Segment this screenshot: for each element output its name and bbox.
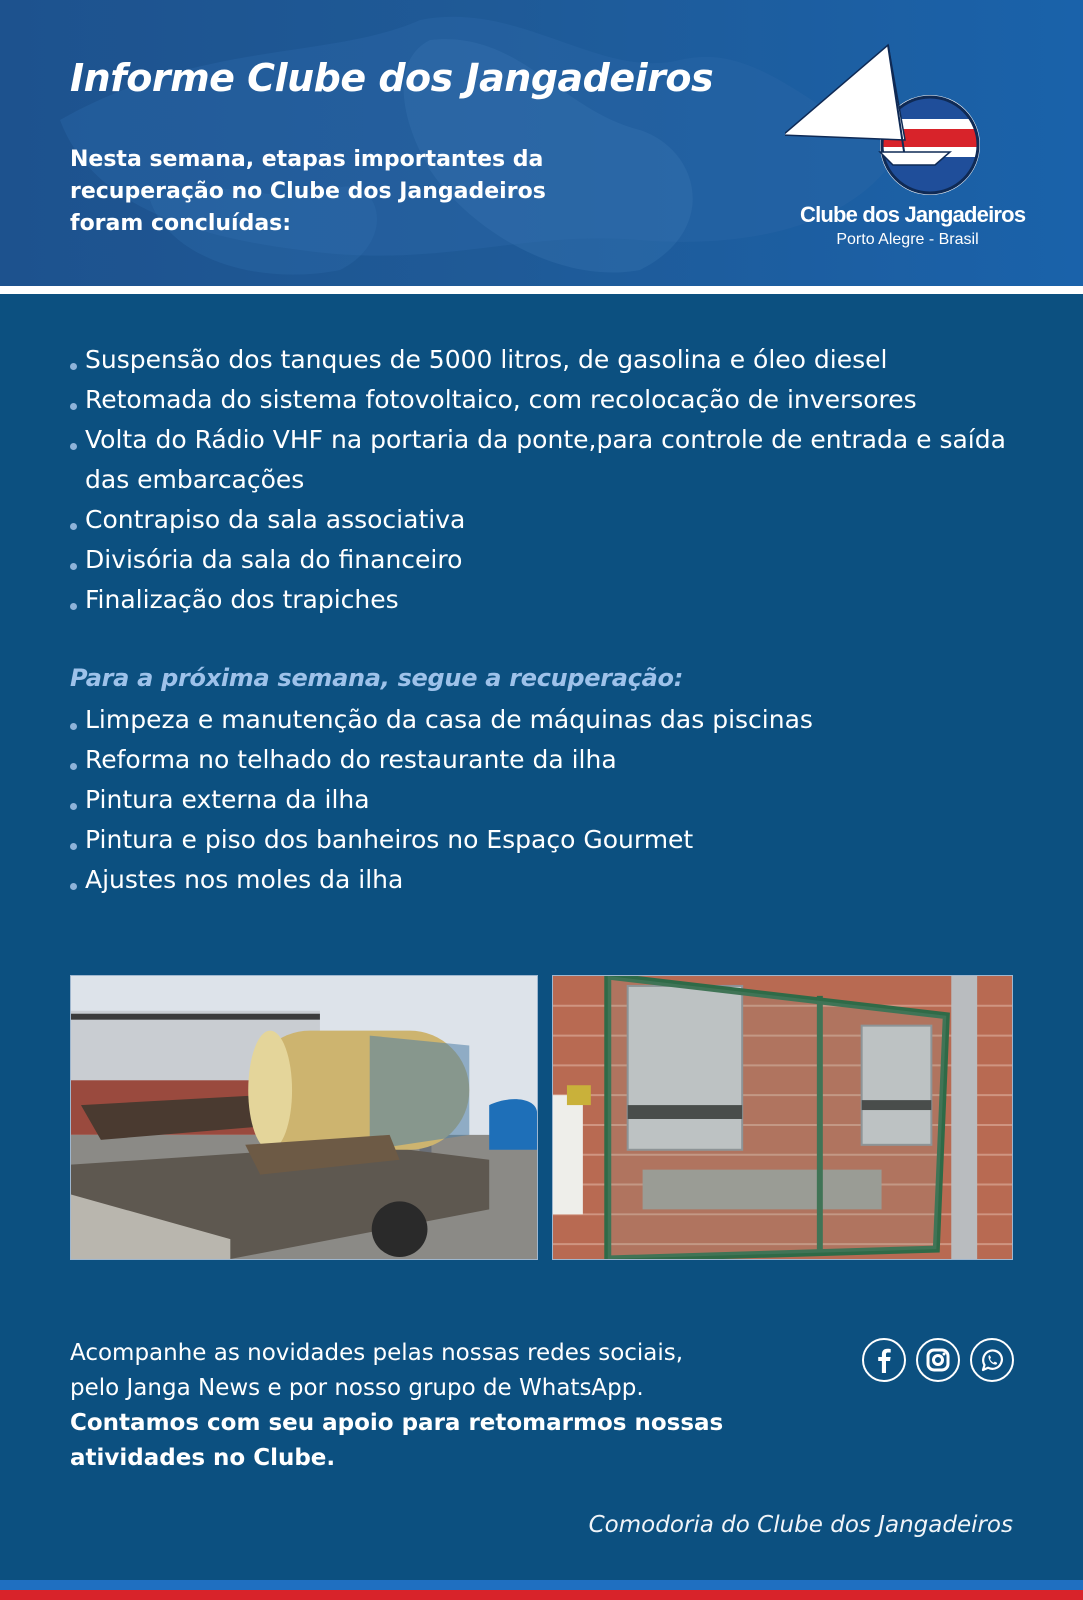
signature: Comodoria do Clube dos Jangadeiros — [588, 1512, 1013, 1538]
list-item: Divisória da sala do financeiro — [70, 540, 1030, 580]
intro-text — [70, 144, 610, 240]
page-title: Informe Clube dos Jangadeiros — [70, 56, 714, 100]
logo-location: Porto Alegre - Brasil — [836, 231, 979, 248]
next-week-list — [70, 700, 1030, 900]
intro-line: recuperação no Clube dos Jangadeiros — [70, 179, 546, 204]
list-item: Suspensão dos tanques de 5000 litros, de gasolina e óleo diesel — [70, 340, 1030, 380]
completed-list — [70, 340, 1030, 620]
logo-name: Clube dos Jangadeiros — [800, 202, 1026, 227]
footer-strong-line: atividades no Clube. — [70, 1445, 336, 1471]
intro-line: Nesta semana, etapas importantes da — [70, 147, 544, 172]
club-logo — [785, 40, 1025, 255]
sailboat-flag-logo-icon — [785, 40, 985, 200]
photo-illustration — [71, 976, 537, 1259]
footer-message — [70, 1336, 760, 1476]
list-item: Pintura externa da ilha — [70, 780, 1030, 820]
list-item: Volta do Rádio VHF na portaria da ponte,para controle de entrada e saída das embarcações — [70, 420, 1030, 500]
list-item: Reforma no telhado do restaurante da ilha — [70, 740, 1030, 780]
photo-illustration — [553, 976, 1012, 1259]
header-banner — [0, 0, 1083, 286]
instagram-icon[interactable] — [916, 1338, 960, 1382]
header-divider — [0, 286, 1083, 294]
bottom-stripe-red — [0, 1590, 1083, 1600]
next-week-heading: Para a próxima semana, segue a recuperação: — [70, 664, 684, 692]
footer-line: Acompanhe as novidades pelas nossas redes sociais, — [70, 1340, 684, 1366]
list-item: Limpeza e manutenção da casa de máquinas das piscinas — [70, 700, 1030, 740]
footer-line: pelo Janga News e por nosso grupo de WhatsApp. — [70, 1375, 644, 1401]
solar-inverters-cage-photo — [552, 975, 1013, 1260]
bottom-stripe-blue — [0, 1580, 1083, 1590]
fuel-tank-on-truck-photo — [70, 975, 538, 1260]
social-links — [862, 1338, 1014, 1384]
list-item: Finalização dos trapiches — [70, 580, 1030, 620]
whatsapp-icon[interactable] — [970, 1338, 1014, 1382]
footer-strong-line: Contamos com seu apoio para retomarmos nossas — [70, 1410, 724, 1436]
facebook-icon[interactable] — [862, 1338, 906, 1382]
list-item: Ajustes nos moles da ilha — [70, 860, 1030, 900]
list-item: Retomada do sistema fotovoltaico, com recolocação de inversores — [70, 380, 1030, 420]
list-item: Contrapiso da sala associativa — [70, 500, 1030, 540]
list-item: Pintura e piso dos banheiros no Espaço Gourmet — [70, 820, 1030, 860]
intro-line: foram concluídas: — [70, 211, 292, 236]
